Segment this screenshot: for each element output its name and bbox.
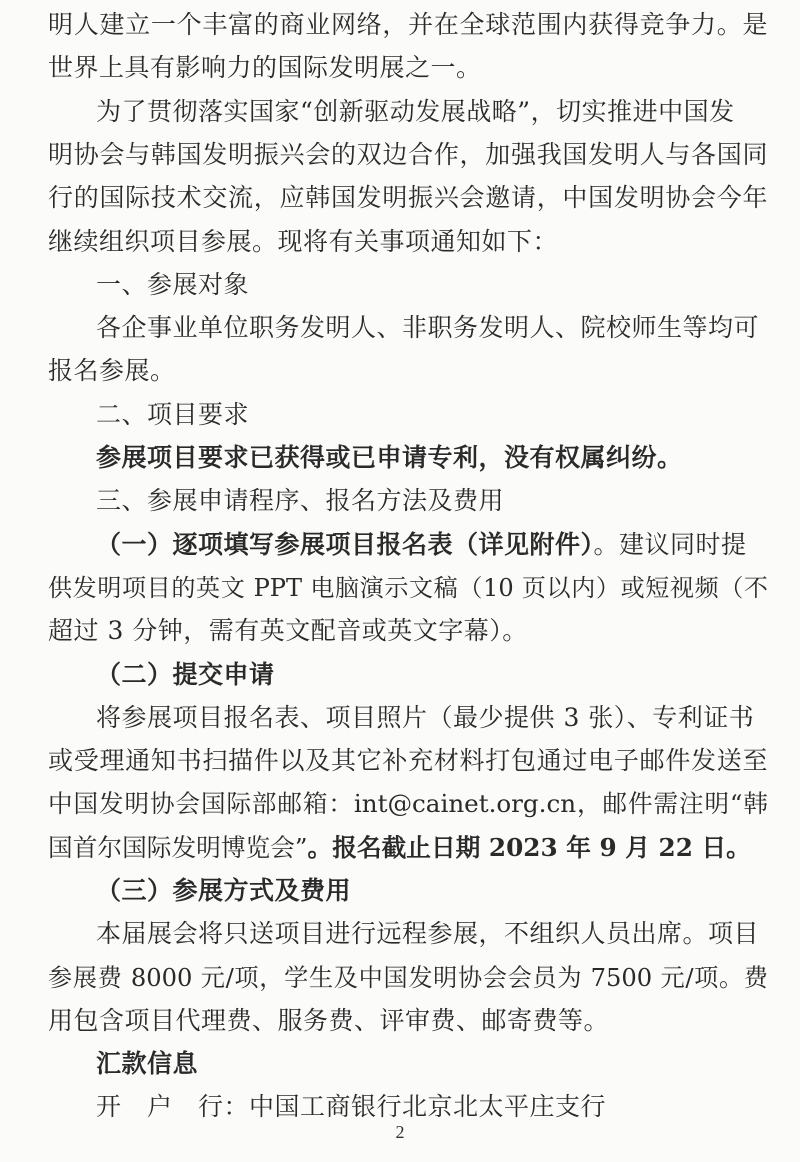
body-text-line: 超过 3 分钟，需有英文配音或英文字幕）。 — [48, 616, 528, 645]
body-text-line: 参展费 8000 元/项，学生及中国发明协会会员为 7500 元/项。费 — [48, 964, 768, 992]
bold-requirement-text: 参展项目要求已获得或已申请专利，没有权属纠纷。 — [96, 443, 683, 472]
body-text-line: 各企事业单位职务发明人、非职务发明人、院校师生等均可 — [96, 313, 760, 342]
bank-line: 开 户 行：中国工商银行北京北太平庄支行 — [96, 1092, 607, 1121]
subsection-heading: （一）逐项填写参展项目报名表（详见附件） — [96, 530, 594, 559]
section-heading: 二、项目要求 — [96, 400, 250, 429]
body-text-line: 明协会与韩国发明振兴会的双边合作，加强我国发明人与各国同 — [48, 140, 768, 169]
body-text-line: 将参展项目报名表、项目照片（最少提供 3 张）、专利证书 — [96, 703, 755, 732]
section-heading: 一、参展对象 — [96, 270, 250, 299]
body-text-inline: 。建议同时提 — [593, 530, 747, 559]
body-text-line: 或受理通知书扫描件以及其它补充材料打包通过电子邮件发送至 — [48, 746, 768, 775]
remittance-heading: 汇款信息 — [96, 1049, 199, 1078]
body-text-line: 明人建立一个丰富的商业网络，并在全球范围内获得竞争力。是 — [48, 10, 768, 39]
section-heading: 三、参展申请程序、报名方法及费用 — [96, 486, 505, 515]
body-text-line: 用包含项目代理费、服务费、评审费、邮寄费等。 — [48, 1006, 610, 1035]
subsection-line — [96, 528, 768, 562]
body-text-line: 本届展会将只送项目进行远程参展，不组织人员出席。项目 — [96, 919, 760, 948]
body-text-line: 报名参展。 — [48, 356, 176, 385]
body-text-line: 世界上具有影响力的国际发明展之一。 — [48, 53, 482, 82]
body-text-inline: 国首尔国际发明博览会” — [48, 833, 308, 862]
subsection-heading: （三）参展方式及费用 — [96, 876, 352, 905]
body-text-line — [48, 831, 768, 865]
body-text-line: 继续组织项目参展。现将有关事项通知如下： — [48, 227, 559, 256]
page-number: 2 — [395, 1122, 405, 1142]
body-text-line: 为了贯彻落实国家“创新驱动发展战略”，切实推进中国发 — [96, 97, 735, 126]
body-text-line: 供发明项目的英文 PPT 电脑演示文稿（10 页以内）或短视频（不 — [48, 574, 768, 602]
body-text-line: 行的国际技术交流，应韩国发明振兴会邀请，中国发明协会今年 — [48, 183, 768, 212]
body-text-line: 中国发明协会国际部邮箱：int@cainet.org.cn，邮件需注明“韩 — [48, 789, 768, 818]
subsection-heading: （二）提交申请 — [96, 660, 275, 689]
deadline-text: 。报名截止日期 2023 年 9 月 22 日。 — [307, 833, 751, 862]
